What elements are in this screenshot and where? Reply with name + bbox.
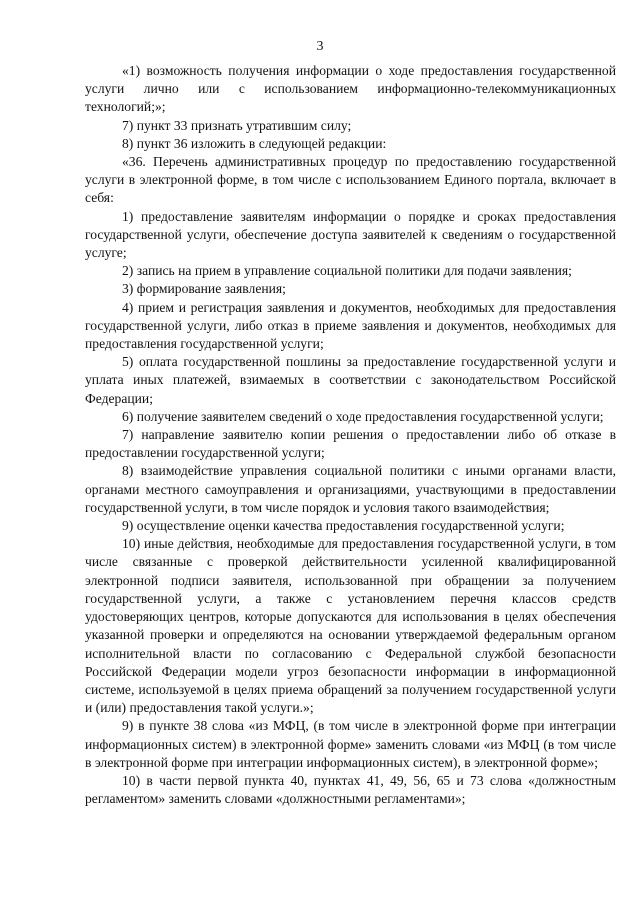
document-body xyxy=(85,62,616,808)
page-number: 3 xyxy=(316,39,324,54)
list-item-1: 1) предоставление заявителям информации о порядке и сроках предоставления государственной услуги, обеспечение доступа заявителей к сведениям о государственной услуге; xyxy=(85,208,616,261)
paragraph-item-8: 8) пункт 36 изложить в следующей редакции: xyxy=(122,135,387,151)
paragraph-item-7: 7) пункт 33 признать утратившим силу; xyxy=(122,117,352,133)
list-item-7: 7) направление заявителю копии решения о предоставлении либо об отказе в предоставлении государственной услуги; xyxy=(85,427,616,461)
list-item-10: 10) иные действия, необходимые для предоставления государственной услуги, в том числе связанные с проверкой действительности усиленной квалифицированной электронной подписи заявителя, использованной при обращении за получением государственной услуги, а также с установлением перечня классов средств удостоверяющих центров, которые допускаются для использования в целях обеспечения указанной проверки и определяются на основании утверждаемой федеральным органом исполнительной власти по согласованию с Федеральной службой безопасности Российской Федерации модели угроз безопасности информации в информационной системе, используемой в целях приема обращений за получением государственной услуги и (или) предоставления такой услуги.»; xyxy=(85,536,616,716)
list-item-2: 2) запись на прием в управление социальной политики для подачи заявления; xyxy=(122,263,572,279)
list-item-9: 9) осуществление оценки качества предоставления государственной услуги; xyxy=(122,518,565,534)
list-item-8: 8) взаимодействие управления социальной политики с иными органами власти, органами местного самоуправления и организациями, участвующими в предоставлении государственной услуги, в том числе порядок и условия такого взаимодействия; xyxy=(85,463,616,515)
list-item-6: 6) получение заявителем сведений о ходе предоставления государственной услуги; xyxy=(122,408,604,424)
paragraph-clause-36: «36. Перечень административных процедур по предоставлению государственной услуги в электронной форме, в том числе с использованием Единого портала, включает в себя: xyxy=(85,154,616,206)
paragraph-item-9: 9) в пункте 38 слова «из МФЦ, (в том числе в электронной форме при интеграции информационных систем) в электронной форме» заменить словами «из МФЦ (в том числе в электронной форме при интеграции информационных систем), в электронной форме»; xyxy=(85,718,616,770)
list-item-3: 3) формирование заявления; xyxy=(122,281,286,297)
list-item-4: 4) прием и регистрация заявления и документов, необходимых для предоставления государственной услуги, либо отказ в приеме заявления и документов, необходимых для предоставления государственной услуги; xyxy=(85,299,616,352)
list-item-5: 5) оплата государственной пошлины за предоставление государственной услуги и уплата иных платежей, взимаемых в соответствии с законодательством Российской Федерации; xyxy=(85,354,616,406)
paragraph-item-10: 10) в части первой пункта 40, пунктах 41, 49, 56, 65 и 73 слова «должностным регламентом» заменить словами «должностными регламентами»; xyxy=(85,772,616,807)
paragraph-item-1-amendment: «1) возможность получения информации о ходе предоставления государственной услуги лично или с использованием информационно-телекоммуникационных технологий;»; xyxy=(85,63,616,115)
